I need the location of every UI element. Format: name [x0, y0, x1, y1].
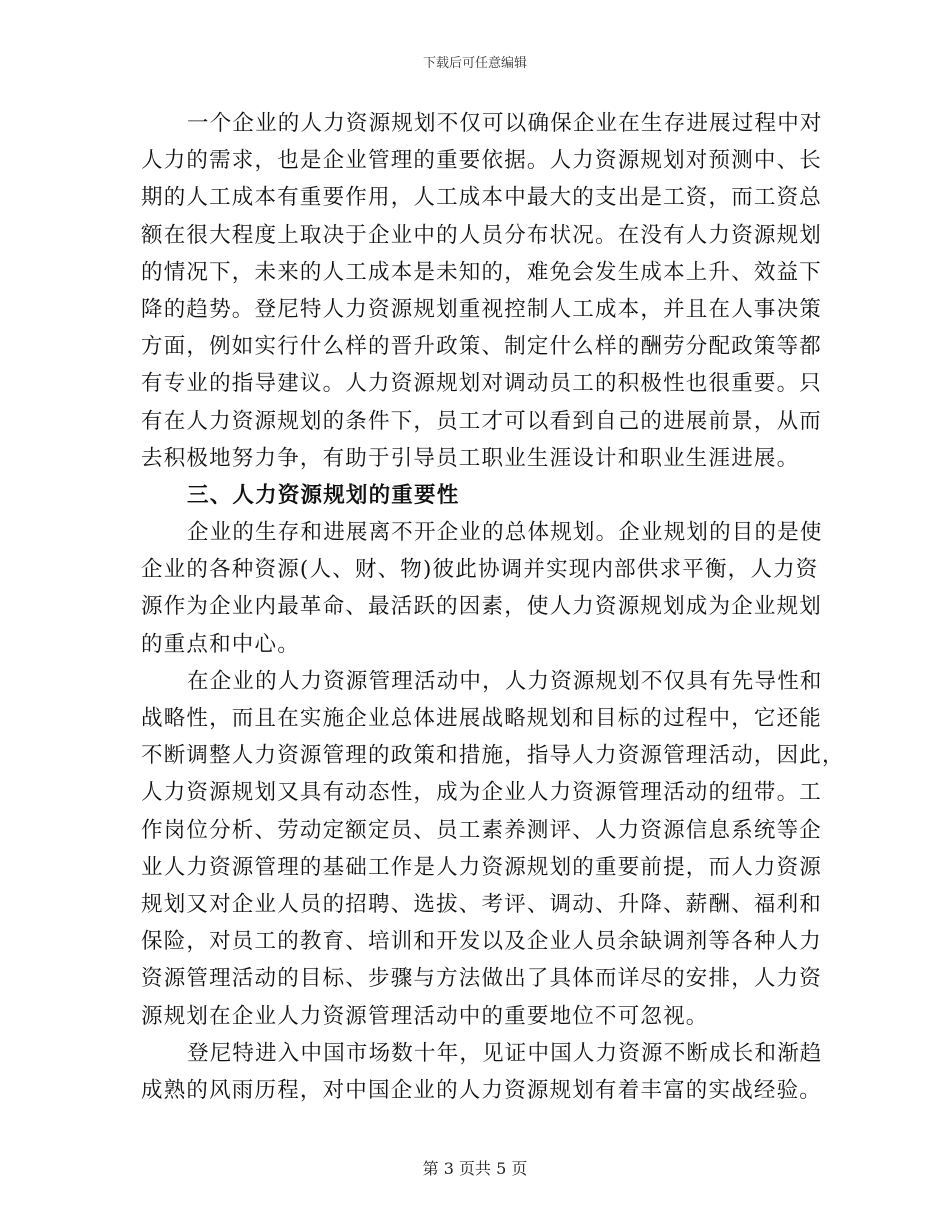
text-line: 源规划在企业人力资源管理活动中的重要地位不可忽视。 — [141, 1003, 709, 1029]
text-line: 期的人工成本有重要作用，人工成本中最大的支出是工资，而工资总 — [141, 185, 823, 211]
text-line: 人力资源规划又具有动态性，成为企业人力资源管理活动的纽带。工 — [141, 780, 823, 806]
paragraph — [141, 105, 823, 477]
text-line: 降的趋势。登尼特人力资源规划重视控制人工成本，并且在人事决策 — [141, 296, 823, 322]
text-line: 资源管理活动的目标、步骤与方法做出了具体而详尽的安排，人力资 — [141, 966, 823, 992]
text-line: 方面，例如实行什么样的晋升政策、制定什么样的酬劳分配政策等都 — [141, 334, 823, 360]
section-heading — [141, 477, 801, 514]
text-line: 企业的各种资源(人、财、物)彼此协调并实现内部供求平衡，人力资 — [141, 557, 819, 583]
page-header: 下载后可任意编辑 — [422, 56, 527, 71]
text-line: 的情况下，未来的人工成本是未知的，难免会发生成本上升、效益下 — [141, 259, 823, 285]
text-line: 一个企业的人力资源规划不仅可以确保企业在生存进展过程中对 — [187, 111, 823, 136]
text-line: 规划又对企业人员的招聘、选拔、考评、调动、升降、薪酬、福利和 — [141, 891, 823, 917]
document-body — [141, 105, 845, 1109]
text-line: 登尼特进入中国市场数十年，见证中国人力资源不断成长和渐趋 — [187, 1040, 823, 1066]
text-line: 成熟的风雨历程，对中国企业的人力资源规划有着丰富的实战经验。 — [141, 1077, 823, 1103]
text-line: 保险，对员工的教育、培训和开发以及企业人员余缺调剂等各种人力 — [141, 929, 823, 955]
text-line: 有在人力资源规划的条件下，员工才可以看到自己的进展前景，从而 — [141, 408, 823, 434]
text-line: 作岗位分析、劳动定额定员、员工素养测评、人力资源信息系统等企 — [141, 817, 823, 843]
paragraph — [141, 514, 823, 663]
text-line: 战略性，而且在实施企业总体进展战略规划和目标的过程中，它还能 — [141, 706, 823, 731]
text-line: 不断调整人力资源管理的政策和措施，指导人力资源管理活动，因此， — [141, 743, 845, 769]
text-line: 源作为企业内最革命、最活跃的因素，使人力资源规划成为企业规划 — [141, 594, 823, 620]
text-line: 企业的生存和进展离不开企业的总体规划。企业规划的目的是使 — [187, 520, 823, 546]
page-footer: 第 3 页共 5 页 — [422, 1159, 528, 1178]
text-line: 的重点和中心。 — [141, 631, 300, 657]
text-line: 去积极地努力争，有助于引导员工职业生涯设计和职业生涯进展。 — [141, 445, 800, 471]
text-line: 业人力资源管理的基础工作是人力资源规划的重要前提，而人力资源 — [141, 854, 823, 880]
text-line: 在企业的人力资源管理活动中，人力资源规划不仅具有先导性和 — [187, 668, 823, 694]
text-line: 有专业的指导建议。人力资源规划对调动员工的积极性也很重要。只 — [141, 371, 823, 397]
paragraph — [141, 663, 845, 1035]
section-heading-text: 三、人力资源规划的重要性 — [187, 482, 460, 508]
paragraph — [141, 1035, 823, 1109]
text-line: 额在很大程度上取决于企业中的人员分布状况。在没有人力资源规划 — [141, 222, 823, 248]
text-line: 人力的需求，也是企业管理的重要依据。人力资源规划对预测中、长 — [141, 148, 823, 174]
